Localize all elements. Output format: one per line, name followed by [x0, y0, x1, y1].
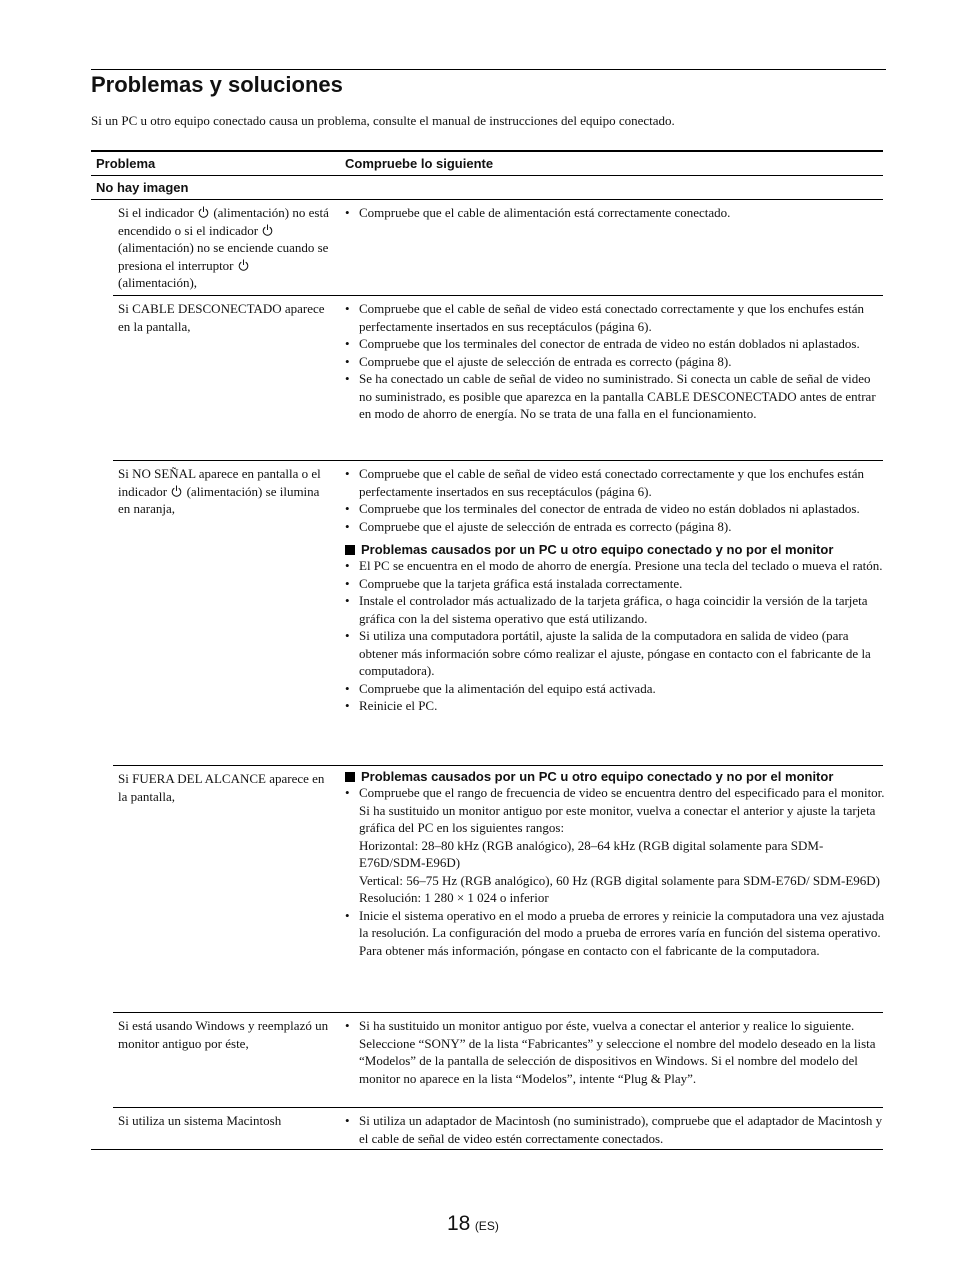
check-cell: [345, 465, 885, 715]
list-item: • Compruebe que la tarjeta gráfica está instalada correctamente.: [345, 575, 885, 593]
list-item: • Se ha conectado un cable de señal de video no suministrado. Si conecta un cable de señal de video no suministrado, es posible que aparezca en la pantalla CABLE DESCONECTADO antes de entrar en modo de ahorro de energía. No se trata de una falla en el funcionamiento.: [345, 370, 885, 423]
intro-paragraph: Si un PC u otro equipo conectado causa un problema, consulte el manual de instrucciones del equipo conectado.: [91, 113, 675, 128]
list-item: • Compruebe que el cable de señal de video está conectado correctamente y que los enchufes están perfectamente insertados en sus receptáculos (página 6).: [345, 300, 885, 335]
table-row: [113, 1013, 883, 1108]
list-item: • Inicie el sistema operativo en el modo a prueba de errores y reinicie la computadora una vez ajustada la resolución. La configuración del modo a prueba de errores varía en función del sistema operativo. Para obtener más información, póngase en contacto con el fabricante de la computadora.: [345, 907, 885, 960]
list-item: • Compruebe que los terminales del conector de entrada de video no están doblados ni aplastados.: [345, 500, 885, 518]
section-title: No hay imagen: [96, 180, 189, 195]
list-item: • Instale el controlador más actualizado de la tarjeta gráfica, o haga coincidir la versión de la tarjeta gráfica con la del sistema operativo que está utilizando.: [345, 592, 885, 627]
square-bullet-icon: [345, 545, 355, 555]
power-icon: [238, 259, 249, 271]
header-check: Compruebe lo siguiente: [345, 156, 494, 171]
list-item: • Si utiliza un adaptador de Macintosh (no suministrado), compruebe que el adaptador de Macintosh y el cable de señal de video estén correctamente conectados.: [345, 1112, 885, 1147]
vertical-range: Vertical: 56–75 Hz (RGB analógico), 60 Hz (RGB digital solamente para SDM-E76D/ SDM-E96D): [359, 872, 880, 888]
list-item: • Compruebe que los terminales del conector de entrada de video no están doblados ni aplastados.: [345, 335, 885, 353]
sub-heading: Problemas causados por un PC u otro equipo conectado y no por el monitor: [345, 543, 885, 557]
list-item: • Compruebe que el ajuste de selección de entrada es correcto (página 8).: [345, 353, 885, 371]
list-item: • Reinicie el PC.: [345, 697, 885, 715]
problem-cell: Si utiliza un sistema Macintosh: [118, 1113, 282, 1128]
list-item: • El PC se encuentra en el modo de ahorro de energía. Presione una tecla del teclado o mueva el ratón.: [345, 557, 885, 575]
table-row: [91, 1108, 883, 1150]
table-row: [113, 200, 883, 296]
problem-cell: Si CABLE DESCONECTADO aparece en la pantalla,: [118, 301, 325, 334]
check-cell: [345, 1112, 885, 1147]
table-row: [113, 766, 883, 1013]
table-row: [113, 461, 883, 766]
header-problem: Problema: [96, 156, 156, 171]
list-item: • Compruebe que el cable de alimentación está correctamente conectado.: [345, 204, 885, 222]
list-item: • Si ha sustituido un monitor antiguo por éste, vuelva a conectar el anterior y realice lo siguiente. Seleccione “SONY” de la lista “Fabricantes” y seleccione el nombre del modelo deseado en la lista “Modelos” de la pantalla de selección de dispositivos en Windows. Si el nombre del modelo del monitor no aparece en la lista “Modelos”, intente “Plug & Play”.: [345, 1017, 885, 1087]
problem-cell: Si FUERA DEL ALCANCE aparece en la pantalla,: [118, 771, 325, 804]
section-no-image: [91, 176, 883, 200]
list-item: • Compruebe que el cable de señal de video está conectado correctamente y que los enchufes están perfectamente insertados en sus receptáculos (página 6).: [345, 465, 885, 500]
power-icon: [198, 206, 209, 218]
check-cell: [345, 300, 885, 423]
problem-cell: Si NO SEÑAL aparece en pantalla o el indicador (alimentación) se ilumina en naranja,: [118, 466, 321, 516]
table-header: [91, 150, 883, 176]
troubleshooting-table: [91, 150, 883, 1150]
page-number: 18 (ES): [447, 1212, 499, 1235]
power-icon: [171, 485, 182, 497]
problem-cell: Si el indicador (alimentación) no está encendido o si el indicador (alimentación) no se enciende cuando se presiona el interruptor (alimentación),: [118, 205, 329, 290]
horizontal-range: Horizontal: 28–80 kHz (RGB analógico), 28–64 kHz (RGB digital solamente para SDM-E76D/SDM-E96D): [359, 837, 824, 870]
list-item: • Compruebe que el rango de frecuencia de video se encuentra dentro del especificado para el monitor. Si ha sustituido un monitor antiguo por este monitor, vuelva a conectar el anterior y ajuste la tarjeta gráfica del PC en los siguientes rangos: Horizontal: 28–80 kHz (RGB analógico), 28–64 kHz (RGB digital solamente para SDM-E76D/SDM-E96D) Vertical: 56–75 Hz (RGB analógico), 60 Hz (RGB digital solamente para SDM-E76D/ SDM-E96D) Resolución: 1 280 × 1 024 o inferior: [345, 784, 885, 907]
square-bullet-icon: [345, 772, 355, 782]
list-item: • Compruebe que la alimentación del equipo está activada.: [345, 680, 885, 698]
problem-cell: Si está usando Windows y reemplazó un monitor antiguo por éste,: [118, 1018, 329, 1051]
check-cell: [345, 1017, 885, 1087]
list-item: • Compruebe que el ajuste de selección de entrada es correcto (página 8).: [345, 518, 885, 536]
check-cell: [345, 770, 885, 959]
check-cell: [345, 204, 885, 222]
language-code: (ES): [474, 1219, 499, 1233]
page-title: Problemas y soluciones: [91, 72, 343, 97]
list-item: • Si utiliza una computadora portátil, ajuste la salida de la computadora en salida de video (para obtener más información sobre cómo realizar el ajuste, póngase en contacto con el fabricante de la computadora).: [345, 627, 885, 680]
power-icon: [262, 224, 273, 236]
sub-heading: Problemas causados por un PC u otro equipo conectado y no por el monitor: [345, 770, 885, 784]
table-row: [113, 296, 883, 461]
resolution: Resolución: 1 280 × 1 024 o inferior: [359, 890, 549, 905]
